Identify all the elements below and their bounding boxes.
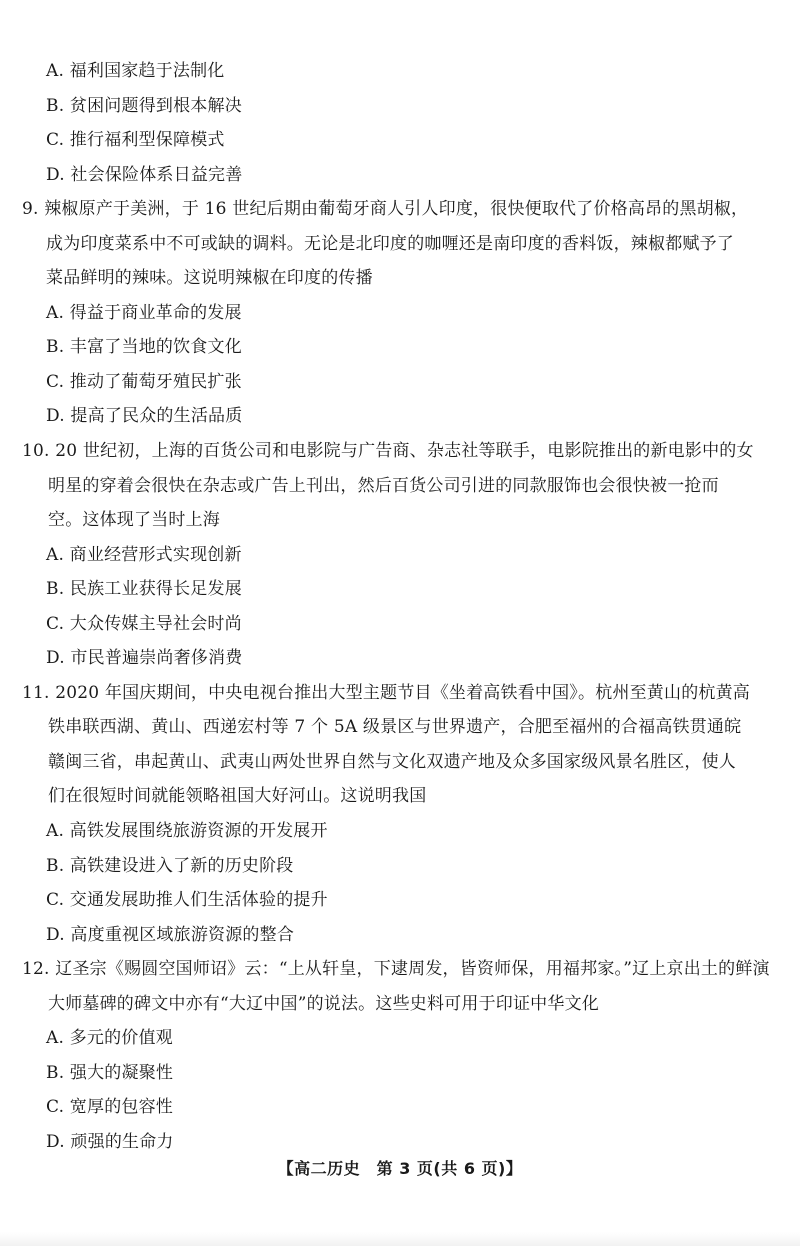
q9-stem-line-3: 菜品鲜明的辣味。这说明辣椒在印度的传播 xyxy=(46,268,373,289)
q12-stem-line-2: 大师墓碑的碑文中亦有“大辽中国”的说法。这些史料可用于印证中华文化 xyxy=(48,993,599,1014)
q11-stem-line-1: 11. 2020 年国庆期间，中央电视台推出大型主题节目《坐着高铁看中国》。杭州至黄山的杭黄高 xyxy=(22,682,751,703)
q10-option-a: A. 商业经营形式实现创新 xyxy=(46,544,242,565)
q11-stem-line-2: 铁串联西湖、黄山、西递宏村等 7 个 5A 级景区与世界遗产，合肥至福州的合福高铁贯通皖 xyxy=(48,717,742,738)
scan-edge-shadow xyxy=(0,1232,800,1246)
q12-stem-line-1: 12. 辽圣宗《赐圆空国师诏》云：“上从轩皇，下逮周发，皆资师保，用福邦家。”辽上京出土的鲜演 xyxy=(22,959,770,980)
q8-option-c: C. 推行福利型保障模式 xyxy=(46,130,225,151)
q11-stem-line-3: 赣闽三省，串起黄山、武夷山两处世界自然与文化双遗产地及众多国家级风景名胜区，使人 xyxy=(48,751,736,772)
q10-option-c: C. 大众传媒主导社会时尚 xyxy=(46,613,242,634)
q10-option-d: D. 市民普遍崇尚奢侈消费 xyxy=(46,648,243,669)
q9-option-c: C. 推动了葡萄牙殖民扩张 xyxy=(46,371,242,392)
q10-stem-line-3: 空。这体现了当时上海 xyxy=(48,510,220,531)
q9-stem-line-1: 9. 辣椒原产于美洲，于 16 世纪后期由葡萄牙商人引人印度，很快便取代了价格高昂的黑胡椒， xyxy=(22,199,749,220)
q10-option-b: B. 民族工业获得长足发展 xyxy=(46,579,242,600)
q8-option-b: B. 贫困问题得到根本解决 xyxy=(46,95,242,116)
q11-option-d: D. 高度重视区域旅游资源的整合 xyxy=(46,924,295,945)
q9-option-a: A. 得益于商业革命的发展 xyxy=(46,302,242,323)
q10-stem-line-1: 10. 20 世纪初，上海的百货公司和电影院与广告商、杂志社等联手，电影院推出的新电影中的女 xyxy=(22,441,754,462)
q9-option-d: D. 提高了民众的生活品质 xyxy=(46,406,243,427)
question-content xyxy=(0,54,800,1160)
page-footer: 【高二历史 第 3 页(共 6 页)】 xyxy=(277,1159,523,1178)
q12-option-a: A. 多元的价值观 xyxy=(46,1028,173,1049)
q11-option-b: B. 高铁建设进入了新的历史阶段 xyxy=(46,855,294,876)
q12-option-c: C. 宽厚的包容性 xyxy=(46,1097,174,1118)
q11-option-c: C. 交通发展助推人们生活体验的提升 xyxy=(46,890,328,911)
q12-option-d: D. 顽强的生命力 xyxy=(46,1131,174,1152)
q8-option-a: A. 福利国家趋于法制化 xyxy=(46,61,225,81)
q10-stem-line-2: 明星的穿着会很快在杂志或广告上刊出，然后百货公司引进的同款服饰也会很快被一抢而 xyxy=(48,475,719,496)
q11-stem-line-4: 们在很短时间就能领略祖国大好河山。这说明我国 xyxy=(48,786,427,807)
q12-option-b: B. 强大的凝聚性 xyxy=(46,1062,174,1083)
q9-option-b: B. 丰富了当地的饮食文化 xyxy=(46,337,242,358)
q9-stem-line-2: 成为印度菜系中不可或缺的调料。无论是北印度的咖喱还是南印度的香料饭，辣椒都赋予了 xyxy=(46,233,734,254)
q11-option-a: A. 高铁发展围绕旅游资源的开发展开 xyxy=(46,821,328,842)
q8-option-d: D. 社会保险体系日益完善 xyxy=(46,164,243,185)
